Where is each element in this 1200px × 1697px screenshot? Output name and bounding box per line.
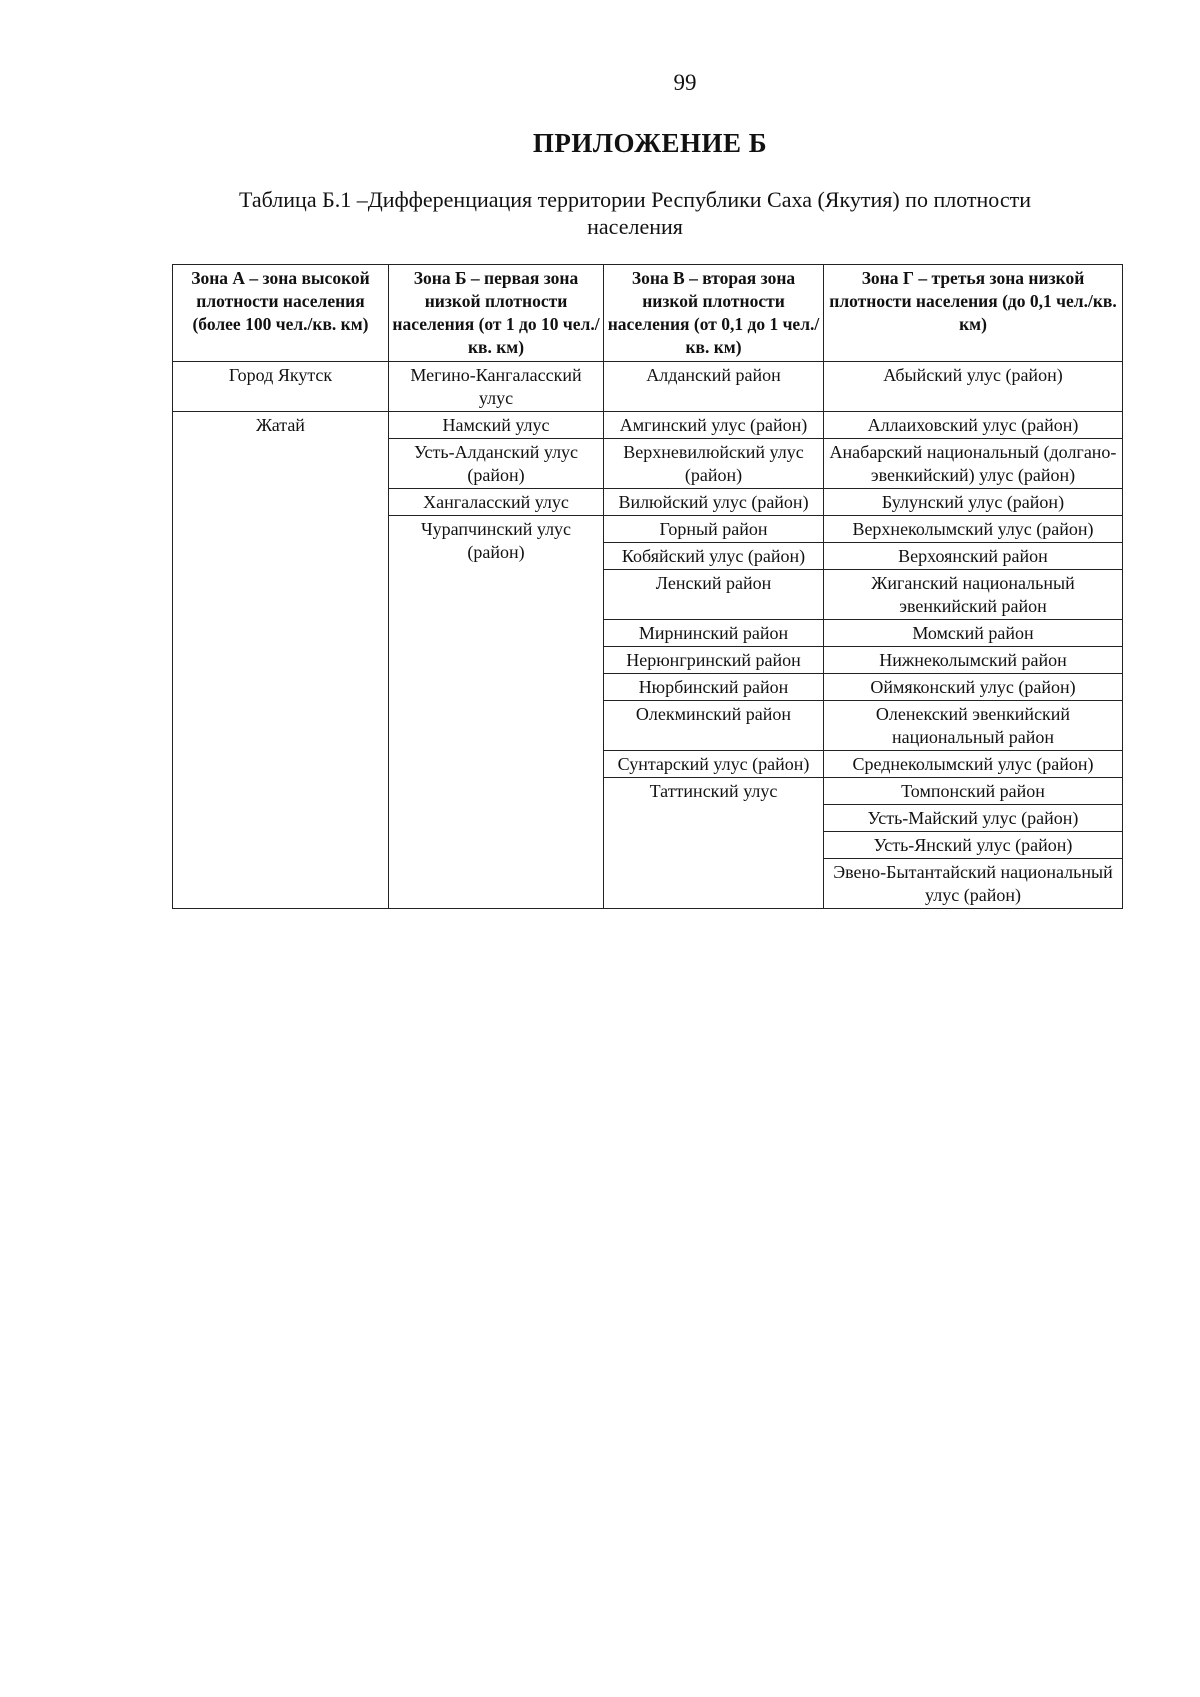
zone-g-cell: Эвено-Бытантайский национальный улус (район) xyxy=(824,859,1123,909)
zone-g-cell: Анабарский национальный (долгано-эвенкийский) улус (район) xyxy=(824,439,1123,489)
header-zone-a: Зона А – зона высокой плотности населения (более 100 чел./кв. км) xyxy=(173,265,389,362)
zone-v-cell: Сунтарский улус (район) xyxy=(604,751,824,778)
zone-g-cell: Булунский улус (район) xyxy=(824,489,1123,516)
zone-v-cell: Амгинский улус (район) xyxy=(604,412,824,439)
header-zone-b: Зона Б – первая зона низкой плотности населения (от 1 до 10 чел./кв. км) xyxy=(389,265,604,362)
table-header-row xyxy=(173,265,1123,362)
zone-g-cell: Верхнеколымский улус (район) xyxy=(824,516,1123,543)
zone-a-cell: Жатай xyxy=(173,412,389,909)
zone-v-cell: Таттинский улус xyxy=(604,778,824,909)
zone-g-cell: Томпонский район xyxy=(824,778,1123,805)
zone-g-cell: Оймяконский улус (район) xyxy=(824,674,1123,701)
appendix-title: ПРИЛОЖЕНИЕ Б xyxy=(532,128,768,158)
zone-v-cell: Алданский район xyxy=(604,362,824,412)
zone-b-cell: Усть-Алданский улус (район) xyxy=(389,439,604,489)
zone-g-cell: Усть-Янский улус (район) xyxy=(824,832,1123,859)
zone-b-cell: Чурапчинский улус (район) xyxy=(389,516,604,909)
zone-g-cell: Аллаиховский улус (район) xyxy=(824,412,1123,439)
zone-v-cell: Кобяйский улус (район) xyxy=(604,543,824,570)
zone-v-cell: Верхневилюйский улус (район) xyxy=(604,439,824,489)
zone-v-cell: Горный район xyxy=(604,516,824,543)
zone-g-cell: Оленекский эвенкийский национальный район xyxy=(824,701,1123,751)
zone-v-cell: Нюрбинский район xyxy=(604,674,824,701)
zone-v-cell: Олекминский район xyxy=(604,701,824,751)
header-zone-v: Зона В – вторая зона низкой плотности населения (от 0,1 до 1 чел./кв. км) xyxy=(604,265,824,362)
page-number: 99 xyxy=(673,70,697,95)
zone-b-cell: Хангаласский улус xyxy=(389,489,604,516)
zone-g-cell: Нижнеколымский район xyxy=(824,647,1123,674)
zones-table xyxy=(172,264,1123,909)
zone-v-cell: Мирнинский район xyxy=(604,620,824,647)
zone-g-cell: Абыйский улус (район) xyxy=(824,362,1123,412)
table-caption: Таблица Б.1 –Дифференциация территории Республики Саха (Якутия) по плотности населения xyxy=(239,187,1031,239)
zone-v-cell: Ленский район xyxy=(604,570,824,620)
zone-g-cell: Жиганский национальный эвенкийский район xyxy=(824,570,1123,620)
table-row xyxy=(173,362,1123,412)
zone-b-cell: Мегино-Кангаласский улус xyxy=(389,362,604,412)
header-zone-g: Зона Г – третья зона низкой плотности населения (до 0,1 чел./кв. км) xyxy=(824,265,1123,362)
table-row xyxy=(173,412,1123,439)
zone-g-cell: Момский район xyxy=(824,620,1123,647)
zone-v-cell: Вилюйский улус (район) xyxy=(604,489,824,516)
zone-g-cell: Усть-Майский улус (район) xyxy=(824,805,1123,832)
zone-b-cell: Намский улус xyxy=(389,412,604,439)
zone-g-cell: Среднеколымский улус (район) xyxy=(824,751,1123,778)
zone-g-cell: Верхоянский район xyxy=(824,543,1123,570)
zone-a-cell: Город Якутск xyxy=(173,362,389,412)
zone-v-cell: Нерюнгринский район xyxy=(604,647,824,674)
